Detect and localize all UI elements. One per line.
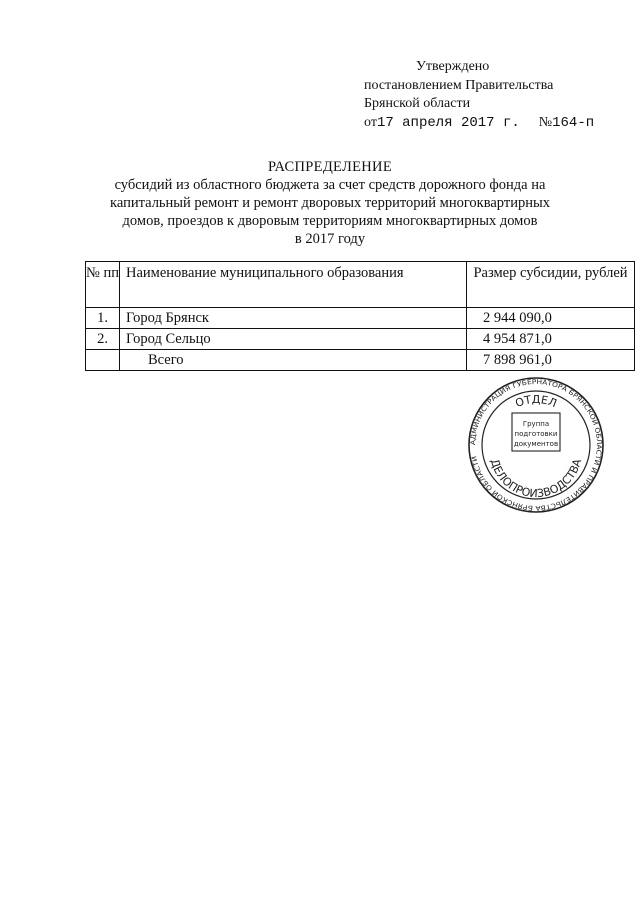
stamp-arc-bottom: ДЕЛОПРОИЗВОДСТВА [487, 457, 585, 501]
header-amount: Размер субсидии, рублей [467, 262, 635, 308]
row-num: 2. [86, 329, 120, 350]
total-label: Всего [120, 350, 467, 371]
approval-block [364, 58, 594, 132]
table-row [86, 308, 635, 329]
total-amount: 7 898 961,0 [467, 350, 635, 371]
stamp-arc-top: ОТДЕЛ [513, 392, 559, 411]
row-amount: 4 954 871,0 [467, 329, 635, 350]
header-num: № пп [86, 262, 120, 308]
row-name: Город Сельцо [120, 329, 467, 350]
header-name: Наименование муниципального образования [120, 262, 467, 308]
stamp-box-line-1: Группа [522, 420, 550, 428]
approval-title: Утверждено [416, 59, 490, 74]
document-heading [70, 158, 590, 248]
heading-line-4: в 2017 году [294, 231, 366, 247]
distribution-table [85, 261, 635, 371]
number-prefix: № [538, 114, 553, 130]
stamp-box-line-3: документов [513, 440, 559, 448]
table-row [86, 329, 635, 350]
approval-by: постановлением Правительства [364, 77, 554, 93]
approval-region: Брянской области [364, 96, 471, 111]
total-num [86, 350, 120, 371]
approval-date: 17 апреля 2017 г. [376, 114, 520, 131]
date-prefix: от [364, 114, 377, 130]
document-title: РАСПРЕДЕЛЕНИЕ [268, 159, 392, 175]
office-stamp [468, 377, 604, 513]
heading-line-1: субсидий из областного бюджета за счет средств дорожного фонда на [114, 177, 546, 193]
stamp-box-line-2: подготовки [514, 430, 558, 438]
heading-line-2: капитальный ремонт и ремонт дворовых территорий многоквартирных [110, 195, 550, 211]
table-total-row [86, 350, 635, 371]
row-num: 1. [86, 308, 120, 329]
approval-date-line [364, 114, 594, 133]
approval-number: 164-п [552, 114, 595, 131]
heading-line-3: домов, проездов к дворовым территориям многоквартирных домов [122, 213, 538, 229]
row-name: Город Брянск [120, 308, 467, 329]
row-amount: 2 944 090,0 [467, 308, 635, 329]
stamp-ring-text: АДМИНИСТРАЦИЯ ГУБЕРНАТОРА БРЯНСКОЙ ОБЛАСТИ И ПРАВИТЕЛЬСТВА БРЯНСКОЙ ОБЛАСТИ [468, 377, 604, 513]
table-header-row [86, 262, 635, 308]
